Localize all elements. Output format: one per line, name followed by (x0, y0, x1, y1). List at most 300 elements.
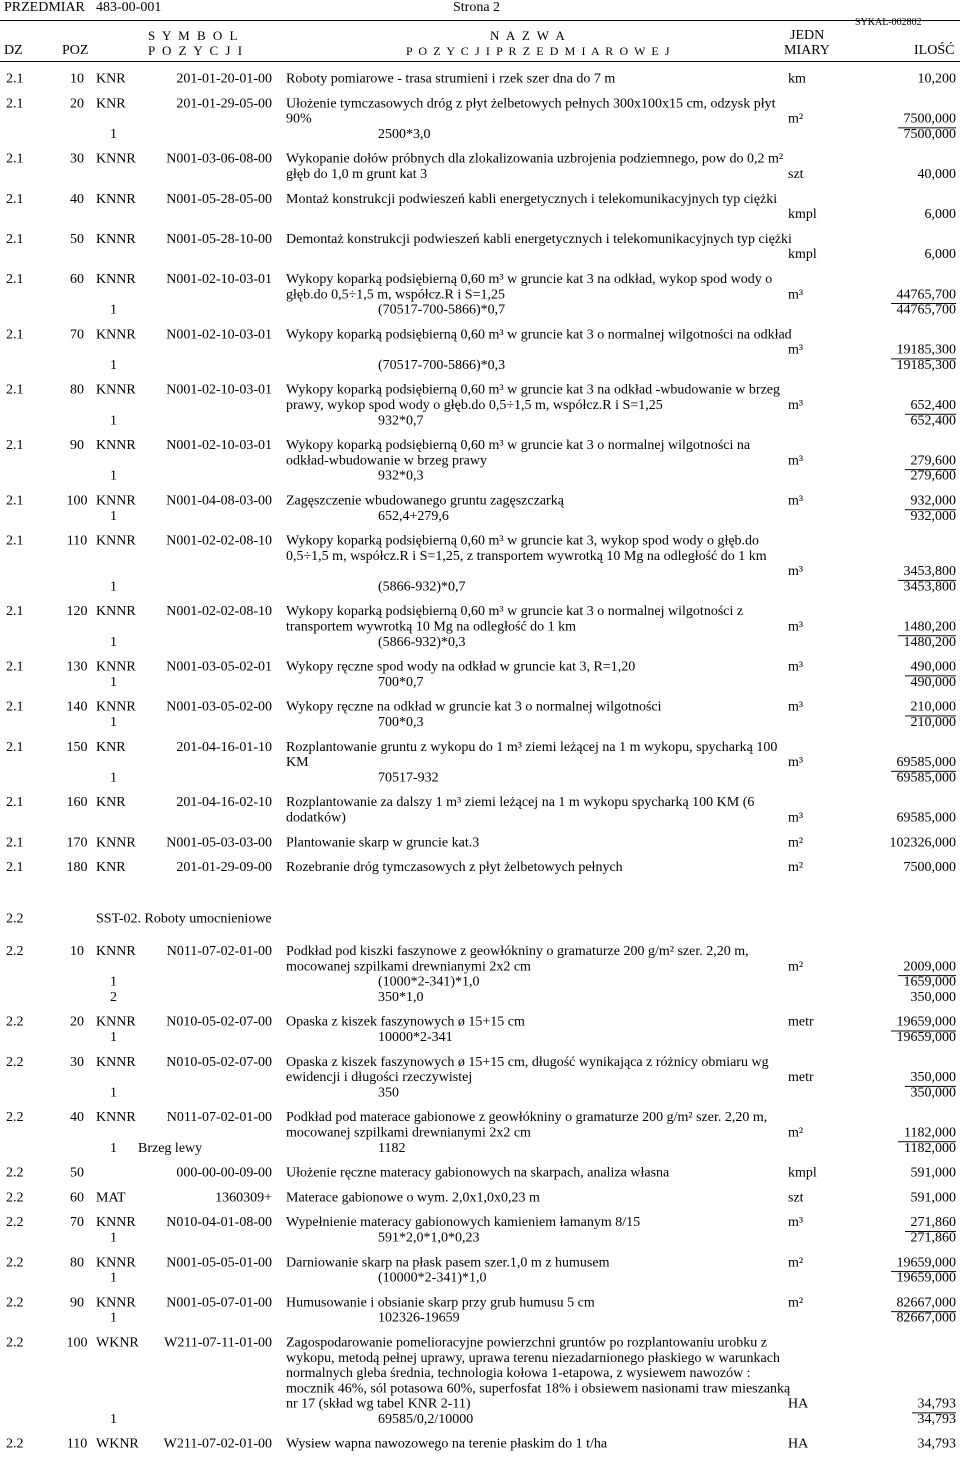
row-unit: m² (788, 1295, 804, 1311)
subrow-calculation: 932*0,7 (378, 413, 424, 429)
row-description: Humusowanie i obsianie skarp przy grub humusu 5 cm (286, 1295, 595, 1311)
row-description: Wypełnienie materacy gabionowych kamieniem łamanym 8/15 (286, 1215, 641, 1231)
row-source: KNNR (96, 1295, 136, 1311)
subrow-calculation: (5866-932)*0,3 (378, 635, 466, 650)
row-quantity: 6,000 (924, 247, 956, 262)
row-source: KNNR (96, 1255, 136, 1271)
row-quantity: 279,600 (905, 454, 957, 470)
row-code: 1360309+ (215, 1190, 272, 1206)
table-row (0, 1256, 960, 1287)
row-unit: kmpl (788, 1166, 817, 1181)
subrow-index: 1 (110, 579, 117, 595)
row-dz: 2.1 (6, 232, 24, 247)
row-unit: m³ (788, 619, 804, 635)
section-dz: 2.2 (6, 912, 24, 927)
row-source: KNNR (96, 1215, 136, 1231)
row-description: Wykopy koparką podsiębierną 0,60 m³ w gruncie kat 3, wykop spod wody o głęb.do 0,5÷1,5 m, współcz.R i S=1,25, z transportem wywrotką 10 Mg na odległość do 1 km (286, 534, 767, 564)
subrow-quantity: 82667,000 (896, 1311, 956, 1326)
row-description: Opaska z kiszek faszynowych ø 15+15 cm, długość wynikająca z różnicy obmiaru wg ewidencji i długości rzeczywistej (286, 1055, 769, 1085)
row-poz: 20 (70, 96, 84, 112)
row-poz: 60 (70, 272, 84, 287)
row-description: Ułożenie tymczasowych dróg z płyt żelbetowych pełnych 300x100x15 cm, odzysk płyt 90% (286, 96, 776, 127)
subrow-calculation: 2500*3,0 (378, 127, 431, 142)
row-dz: 2.1 (6, 327, 24, 343)
row-source: KNR (96, 96, 126, 112)
subrow-index: 1 (110, 1311, 117, 1326)
row-dz: 2.1 (6, 383, 24, 398)
row-unit: szt (788, 167, 804, 182)
row-dz: 2.2 (6, 1015, 24, 1030)
table-row (0, 700, 960, 731)
row-unit: m³ (788, 564, 804, 579)
row-unit: kmpl (788, 207, 817, 222)
row-quantity: 7500,000 (903, 860, 956, 875)
table-row (0, 660, 960, 691)
row-quantity: 591,000 (910, 1166, 956, 1181)
row-unit: m³ (788, 660, 804, 675)
row-quantity: 19185,300 (891, 343, 957, 359)
subrow-note: Brzeg lewy (138, 1141, 203, 1156)
row-unit: m³ (788, 810, 804, 826)
row-unit: m³ (788, 343, 804, 358)
row-code: N001-02-10-03-01 (166, 438, 272, 453)
row-dz: 2.1 (6, 860, 24, 875)
table-row (0, 1216, 960, 1247)
row-quantity: 210,000 (905, 700, 957, 716)
row-code: N001-03-05-02-01 (166, 660, 272, 675)
row-source: KNNR (96, 272, 136, 287)
subrow-calculation: (70517-700-5866)*0,7 (378, 303, 506, 318)
row-description: Rozebranie dróg tymczasowych z płyt żelbetowych pełnych (286, 860, 623, 875)
subrow-quantity: 19185,300 (896, 358, 956, 373)
table-row (0, 836, 960, 851)
table-row (0, 1191, 960, 1206)
row-dz: 2.2 (6, 1190, 24, 1206)
row-poz: 50 (70, 1166, 84, 1181)
row-poz: 120 (66, 604, 88, 620)
row-source: KNR (96, 72, 126, 87)
row-description: Demontaż konstrukcji podwieszeń kabli energetycznych i telekomunikacyjnych typ ciężki (286, 232, 792, 247)
col-ilosc: ILOŚĆ (914, 43, 955, 58)
row-unit: szt (788, 1190, 804, 1206)
subrow-index: 1 (110, 1030, 117, 1045)
subrow-calculation: (70517-700-5866)*0,3 (378, 358, 506, 373)
row-source: WKNR (96, 1336, 139, 1351)
row-unit: metr (788, 1070, 814, 1085)
row-poz: 10 (70, 944, 84, 959)
table-row (0, 1437, 960, 1452)
subrow-quantity: 932,000 (910, 509, 956, 524)
subrow-index: 1 (110, 469, 117, 484)
subrow-quantity: 1480,200 (903, 635, 956, 650)
row-unit: m² (788, 1125, 804, 1141)
table-row (0, 945, 960, 1006)
row-poz: 110 (66, 534, 88, 549)
subrow-index: 1 (110, 770, 117, 786)
col-symbol-1: S Y M B O L (148, 28, 240, 43)
page-header (0, 0, 960, 60)
row-dz: 2.1 (6, 835, 24, 851)
row-poz: 90 (70, 1295, 84, 1311)
subrow-index: 1 (110, 303, 117, 318)
subrow-calculation: 10000*2-341 (378, 1030, 453, 1045)
row-code: W211-07-11-01-00 (164, 1336, 272, 1351)
row-description: Rozplantowanie gruntu z wykopu do 1 m³ ziemi leżącej na 1 m wykopu, spycharką 100 KM (286, 740, 778, 770)
row-code: 201-04-16-02-10 (176, 795, 272, 810)
table-row (0, 740, 960, 786)
row-source: MAT (96, 1190, 126, 1206)
subrow-index: 1 (110, 413, 117, 429)
subrow-index: 1 (110, 509, 117, 524)
row-description: Opaska z kiszek faszynowych ø 15+15 cm (286, 1015, 525, 1030)
row-dz: 2.1 (6, 660, 24, 675)
row-dz: 2.1 (6, 96, 24, 112)
table-row (0, 272, 960, 318)
table-row (0, 1015, 960, 1046)
col-nazwa-2: P O Z Y C J I P R Z E D M I A R O W E J (406, 44, 672, 58)
subrow-quantity: 271,860 (910, 1231, 956, 1246)
row-source: KNNR (96, 660, 136, 675)
row-code: N001-02-10-03-01 (166, 327, 272, 343)
row-poz: 130 (66, 660, 88, 675)
row-quantity: 19659,000 (891, 1015, 957, 1031)
row-source: KNNR (96, 152, 136, 167)
row-source: KNNR (96, 232, 136, 247)
table-row (0, 796, 960, 827)
row-description: Wykopy koparką podsiębierną 0,60 m³ w gruncie kat 3 o normalnej wilgotności z transportem wywrotką 10 Mg na odległość do 1 km (286, 604, 744, 635)
row-code: N001-05-28-10-00 (166, 232, 272, 247)
row-poz: 70 (70, 1215, 84, 1231)
page-label: Strona 2 (453, 0, 501, 15)
row-dz: 2.1 (6, 795, 24, 810)
row-unit: m² (788, 835, 804, 851)
row-dz: 2.1 (6, 700, 24, 715)
table-row (0, 192, 960, 223)
row-unit: m² (788, 860, 804, 875)
row-quantity: 3453,800 (898, 565, 957, 581)
table-row (0, 383, 960, 429)
section-heading (0, 912, 960, 927)
subrow-quantity: 19659,000 (896, 1030, 956, 1045)
subrow-quantity: 279,600 (910, 469, 956, 484)
subrow-quantity: 1659,000 (903, 975, 956, 990)
subrow-index: 1 (110, 1085, 117, 1101)
row-poz: 80 (70, 1255, 84, 1271)
row-code: N011-07-02-01-00 (166, 1110, 272, 1126)
row-code: 201-04-16-01-10 (176, 740, 272, 755)
row-description: Zagospodarowanie pomelioracyjne powierzchni gruntów po rozplantowaniu urobku z wykopu, metodą pełnej uprawy, uprawa terenu niezadarnionego płaskiego w warunkach normalnych gleba średnia, technologia kołowa 1-etapowa, z wysiewem nawozów : mocznik 46%, sól potasowa 60%, superfosfat 18% i obsiewem nasionami traw mieszanką nr 17 (skład wg tabel KNR 2-11) (286, 1336, 791, 1412)
row-code: 201-01-20-01-00 (176, 72, 272, 87)
row-source: KNNR (96, 534, 136, 549)
subrow-quantity: 44765,700 (896, 303, 956, 318)
table-row (0, 72, 960, 87)
row-quantity: 69585,000 (896, 810, 956, 826)
subrow-quantity: 1182,000 (904, 1141, 956, 1156)
row-code: N001-04-08-03-00 (166, 493, 272, 509)
table-row (0, 97, 960, 143)
row-poz: 100 (66, 1336, 88, 1351)
row-quantity: 271,860 (905, 1216, 957, 1232)
row-poz: 140 (66, 700, 88, 715)
table-row (0, 534, 960, 595)
row-dz: 2.1 (6, 604, 24, 620)
table-row (0, 1055, 960, 1101)
row-unit: m³ (788, 398, 804, 413)
row-poz: 20 (70, 1015, 84, 1030)
row-unit: HA (788, 1397, 809, 1412)
subrow-calculation: 350*1,0 (378, 990, 424, 1005)
row-source: KNR (96, 795, 126, 810)
row-quantity: 6,000 (924, 207, 956, 222)
table-row (0, 494, 960, 525)
col-jedn-1: JEDN (790, 28, 825, 43)
row-poz: 150 (66, 740, 88, 755)
row-poz: 90 (70, 438, 84, 453)
subrow-calculation: 932*0,3 (378, 469, 424, 484)
subrow-quantity: 210,000 (910, 715, 956, 730)
row-code: N010-04-01-08-00 (166, 1215, 272, 1231)
row-description: Darniowanie skarp na płask pasem szer.1,0 m z humusem (286, 1255, 610, 1271)
row-quantity: 591,000 (910, 1190, 956, 1206)
subrow-calculation: 652,4+279,6 (378, 509, 449, 524)
row-description: Rozplantowanie za dalszy 1 m³ ziemi leżącej na 1 m wykopu spycharką 100 KM (6 dodatków) (286, 795, 755, 826)
row-source: KNNR (96, 1055, 136, 1070)
row-source: WKNR (96, 1437, 139, 1452)
row-dz: 2.2 (6, 1215, 24, 1231)
row-description: Wykopanie dołów próbnych dla zlokalizowania uzbrojenia podziemnego, pow do 0,2 m² głęb do 1,0 m grunt kat 3 (286, 152, 784, 182)
row-description: Montaż konstrukcji podwieszeń kabli energetycznych i telekomunikacyjnych typ ciężki (286, 192, 778, 207)
col-nazwa-1: N A Z W A (490, 28, 567, 43)
row-quantity: 34,793 (917, 1437, 956, 1452)
row-dz: 2.2 (6, 1166, 24, 1181)
subrow-quantity: 3453,800 (903, 579, 956, 595)
row-quantity: 82667,000 (891, 1296, 957, 1312)
row-poz: 60 (70, 1190, 84, 1206)
row-quantity: 1480,200 (898, 620, 957, 636)
row-description: Wykopy ręczne spod wody na odkład w gruncie kat 3, R=1,20 (286, 660, 636, 675)
subrow-index: 1 (110, 1231, 117, 1246)
subrow-quantity: 350,000 (910, 1085, 956, 1101)
subrow-index: 1 (110, 1141, 117, 1156)
row-description: Wykopy koparką podsiębierną 0,60 m³ w gruncie kat 3 o normalnej wilgotności na odkład-wbudowanie w brzeg prawy (286, 438, 751, 469)
row-description: Wykopy ręczne na odkład w gruncie kat 3 o normalnej wilgotności (286, 700, 662, 715)
row-code: N001-02-02-08-10 (166, 534, 272, 549)
row-description: Ułożenie ręczne materacy gabionowych na skarpach, analiza własna (286, 1166, 670, 1181)
row-code: N001-05-07-01-00 (166, 1295, 272, 1311)
doc-number: 483-00-001 (96, 0, 162, 15)
row-quantity: 69585,000 (891, 756, 957, 772)
row-poz: 50 (70, 232, 84, 247)
table-row (0, 1111, 960, 1157)
row-description: Wykopy koparką podsiębierną 0,60 m³ w gruncie kat 3 o normalnej wilgotności na odkład (286, 327, 792, 343)
row-poz: 80 (70, 383, 84, 398)
row-code: N010-05-02-07-00 (166, 1015, 272, 1030)
table-row (0, 605, 960, 651)
table-row (0, 1166, 960, 1181)
row-code: W211-07-02-01-00 (163, 1437, 272, 1452)
header-rule-top (0, 20, 960, 21)
row-source: KNNR (96, 438, 136, 453)
subrow-calculation: 1182 (378, 1141, 406, 1156)
row-description: Wysiew wapna nawozowego na terenie płaskim do 1 t/ha (286, 1437, 608, 1452)
row-source: KNR (96, 860, 126, 875)
row-code: N001-05-03-03-00 (166, 835, 272, 851)
row-source: KNNR (96, 327, 136, 343)
row-dz: 2.2 (6, 1336, 24, 1351)
row-source: KNNR (96, 383, 136, 398)
row-quantity: 350,000 (905, 1071, 957, 1087)
table-row (0, 232, 960, 263)
row-unit: m³ (788, 700, 804, 715)
row-description: Plantowanie skarp w gruncie kat.3 (286, 835, 480, 851)
subrow-quantity: 19659,000 (896, 1271, 956, 1286)
subrow-calculation: 102326-19659 (378, 1311, 460, 1326)
sykal-code: SYKAL-002802 (855, 17, 922, 28)
row-code: 000-00-00-09-00 (176, 1166, 272, 1181)
row-dz: 2.2 (6, 1110, 24, 1126)
subrow-index: 1 (110, 675, 117, 690)
row-source: KNNR (96, 192, 136, 207)
table-row (0, 1296, 960, 1327)
row-unit: m² (788, 1255, 804, 1271)
subrow-calculation: 700*0,3 (378, 715, 424, 730)
row-code: N001-02-10-03-01 (166, 383, 272, 398)
row-dz: 2.1 (6, 72, 24, 87)
row-poz: 40 (70, 1110, 84, 1126)
row-dz: 2.1 (6, 438, 24, 453)
subrow-index: 1 (110, 358, 117, 373)
header-rule-bottom (0, 61, 960, 62)
subrow-index: 1 (110, 1271, 117, 1286)
row-unit: m² (788, 112, 804, 127)
row-quantity: 932,000 (905, 494, 957, 510)
row-code: 201-01-29-05-00 (176, 96, 272, 112)
subrow-index: 1 (110, 975, 117, 990)
subrow-index: 2 (110, 990, 117, 1005)
row-unit: m² (788, 959, 804, 975)
subrow-quantity: 652,400 (910, 413, 956, 429)
subrow-calculation: 591*2,0*1,0*0,23 (378, 1231, 480, 1246)
subrow-calculation: (10000*2-341)*1,0 (378, 1271, 487, 1286)
row-unit: m³ (788, 287, 804, 303)
subrow-quantity: 7500,000 (903, 127, 956, 142)
row-poz: 10 (70, 72, 84, 87)
row-source: KNNR (96, 604, 136, 620)
table-row (0, 152, 960, 183)
subrow-quantity: 69585,000 (896, 770, 956, 786)
row-source: KNR (96, 740, 126, 755)
row-poz: 110 (66, 1437, 88, 1452)
row-quantity: 19659,000 (891, 1256, 957, 1272)
subrow-quantity: 350,000 (910, 990, 956, 1005)
row-description: Roboty pomiarowe - trasa strumieni i rzek szer dna do 7 m (286, 72, 616, 87)
row-unit: m³ (788, 493, 804, 509)
row-quantity: 652,400 (905, 399, 957, 415)
subrow-calculation: (5866-932)*0,7 (378, 579, 466, 595)
row-dz: 2.1 (6, 192, 24, 207)
subrow-calculation: 69585/0,2/10000 (378, 1412, 474, 1427)
row-dz: 2.1 (6, 493, 24, 509)
row-source: KNNR (96, 835, 136, 851)
row-quantity: 44765,700 (891, 288, 957, 304)
col-jedn-2: MIARY (784, 43, 830, 58)
row-description: Wykopy koparką podsiębierną 0,60 m³ w gruncie kat 3 na odkład, wykop spod wody o głęb.do 0,5÷1,5 m, współcz.R i S=1,25 (286, 272, 773, 303)
row-dz: 2.2 (6, 1255, 24, 1271)
subrow-quantity: 34,793 (917, 1412, 956, 1427)
subrow-index: 1 (110, 635, 117, 650)
row-dz: 2.1 (6, 534, 24, 549)
row-unit: m³ (788, 1215, 804, 1231)
row-source: KNNR (96, 1015, 136, 1030)
row-unit: m³ (788, 755, 804, 770)
row-unit: HA (788, 1437, 809, 1452)
row-code: N001-02-10-03-01 (166, 272, 272, 287)
col-poz: POZ (62, 43, 89, 58)
row-dz: 2.1 (6, 272, 24, 287)
table-row (0, 328, 960, 374)
col-dz: DZ (4, 43, 23, 58)
row-poz: 40 (70, 192, 84, 207)
row-poz: 100 (66, 493, 88, 509)
row-unit: kmpl (788, 247, 817, 262)
row-poz: 70 (70, 327, 84, 343)
row-quantity: 1182,000 (898, 1126, 956, 1142)
subrow-index: 1 (110, 127, 117, 142)
row-unit: metr (788, 1015, 814, 1030)
row-source: KNNR (96, 944, 136, 959)
row-dz: 2.2 (6, 1055, 24, 1070)
row-code: N011-07-02-01-00 (166, 944, 272, 959)
row-description: Materace gabionowe o wym. 2,0x1,0x0,23 m (286, 1190, 540, 1206)
row-poz: 170 (66, 835, 88, 851)
row-poz: 30 (70, 1055, 84, 1070)
row-code: N001-03-06-08-00 (166, 152, 272, 167)
row-code: N010-05-02-07-00 (166, 1055, 272, 1070)
row-source: KNNR (96, 700, 136, 715)
row-poz: 160 (66, 795, 88, 810)
table-row (0, 1336, 960, 1428)
row-code: N001-05-28-05-00 (166, 192, 272, 207)
row-quantity: 10,200 (917, 72, 956, 87)
row-poz: 30 (70, 152, 84, 167)
subrow-index: 1 (110, 715, 117, 730)
row-quantity: 40,000 (917, 167, 956, 182)
row-quantity: 102326,000 (889, 835, 956, 851)
subrow-quantity: 490,000 (910, 675, 956, 690)
col-symbol-2: P O Z Y C J I (148, 43, 245, 58)
subrow-calculation: (1000*2-341)*1,0 (378, 975, 480, 990)
row-code: 201-01-29-09-00 (176, 860, 272, 875)
row-code: N001-02-02-08-10 (166, 604, 272, 620)
row-code: N001-05-05-01-00 (166, 1255, 272, 1271)
row-dz: 2.1 (6, 152, 24, 167)
row-code: N001-03-05-02-00 (166, 700, 272, 715)
section-title: SST-02. Roboty umocnieniowe (96, 912, 272, 927)
row-poz: 180 (66, 860, 88, 875)
row-source: KNNR (96, 1110, 136, 1126)
subrow-calculation: 350 (378, 1085, 399, 1101)
row-dz: 2.2 (6, 944, 24, 959)
doc-title: PRZEDMIAR (4, 0, 85, 15)
subrow-index: 1 (110, 1412, 117, 1427)
subrow-calculation: 70517-932 (378, 770, 439, 786)
row-source: KNNR (96, 493, 136, 509)
row-dz: 2.2 (6, 1437, 24, 1452)
row-description: Zagęszczenie wbudowanego gruntu zagęszczarką (286, 493, 564, 509)
row-quantity: 490,000 (905, 660, 957, 676)
row-quantity: 2009,000 (898, 960, 957, 976)
table-row (0, 861, 960, 876)
